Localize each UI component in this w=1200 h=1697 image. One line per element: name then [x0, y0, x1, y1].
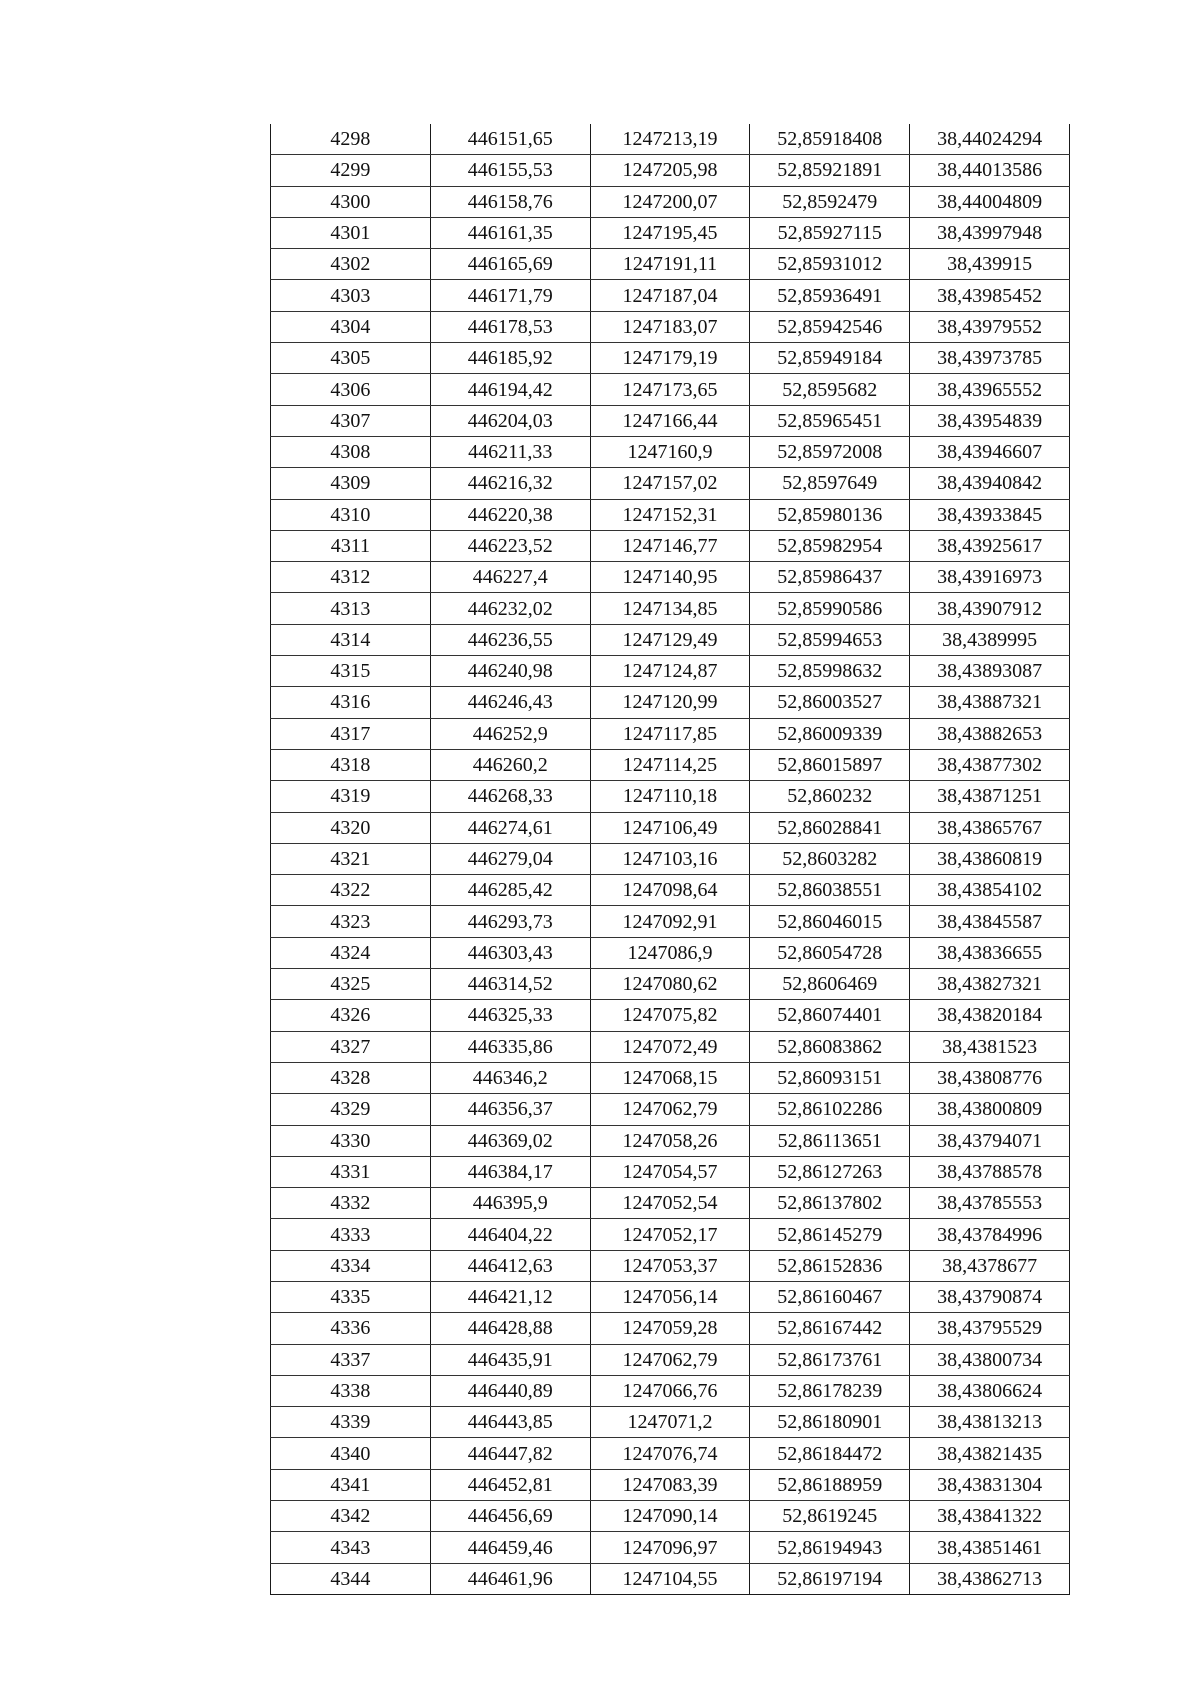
- latitude-cell: 52,85936491: [750, 280, 910, 311]
- x-coordinate-cell: 446447,82: [430, 1438, 590, 1469]
- x-coordinate-cell: 446443,85: [430, 1407, 590, 1438]
- latitude-cell: 52,8619245: [750, 1501, 910, 1532]
- x-coordinate-cell: 446246,43: [430, 687, 590, 718]
- latitude-cell: 52,8592479: [750, 186, 910, 217]
- longitude-cell: 38,43831304: [910, 1469, 1070, 1500]
- latitude-cell: 52,85982954: [750, 530, 910, 561]
- longitude-cell: 38,44013586: [910, 155, 1070, 186]
- point-number-cell: 4342: [271, 1501, 431, 1532]
- table-row: [271, 1469, 1070, 1500]
- longitude-cell: 38,43854102: [910, 875, 1070, 906]
- point-number-cell: 4337: [271, 1344, 431, 1375]
- longitude-cell: 38,43794071: [910, 1125, 1070, 1156]
- x-coordinate-cell: 446155,53: [430, 155, 590, 186]
- table-row: [271, 593, 1070, 624]
- x-coordinate-cell: 446165,69: [430, 249, 590, 280]
- y-coordinate-cell: 1247183,07: [590, 311, 750, 342]
- table-row: [271, 155, 1070, 186]
- point-number-cell: 4343: [271, 1532, 431, 1563]
- y-coordinate-cell: 1247052,54: [590, 1188, 750, 1219]
- point-number-cell: 4320: [271, 812, 431, 843]
- latitude-cell: 52,85998632: [750, 656, 910, 687]
- x-coordinate-cell: 446178,53: [430, 311, 590, 342]
- latitude-cell: 52,86160467: [750, 1281, 910, 1312]
- y-coordinate-cell: 1247179,19: [590, 343, 750, 374]
- table-row: [271, 969, 1070, 1000]
- point-number-cell: 4329: [271, 1094, 431, 1125]
- point-number-cell: 4322: [271, 875, 431, 906]
- latitude-cell: 52,86083862: [750, 1031, 910, 1062]
- point-number-cell: 4318: [271, 749, 431, 780]
- y-coordinate-cell: 1247129,49: [590, 624, 750, 655]
- point-number-cell: 4326: [271, 1000, 431, 1031]
- y-coordinate-cell: 1247080,62: [590, 969, 750, 1000]
- point-number-cell: 4312: [271, 562, 431, 593]
- point-number-cell: 4317: [271, 718, 431, 749]
- point-number-cell: 4298: [271, 124, 431, 155]
- latitude-cell: 52,86173761: [750, 1344, 910, 1375]
- longitude-cell: 38,43965552: [910, 374, 1070, 405]
- x-coordinate-cell: 446274,61: [430, 812, 590, 843]
- latitude-cell: 52,8606469: [750, 969, 910, 1000]
- point-number-cell: 4325: [271, 969, 431, 1000]
- longitude-cell: 38,43882653: [910, 718, 1070, 749]
- table-row: [271, 1501, 1070, 1532]
- x-coordinate-cell: 446260,2: [430, 749, 590, 780]
- y-coordinate-cell: 1247098,64: [590, 875, 750, 906]
- longitude-cell: 38,43973785: [910, 343, 1070, 374]
- coordinates-table-body: [271, 124, 1070, 1594]
- point-number-cell: 4315: [271, 656, 431, 687]
- x-coordinate-cell: 446325,33: [430, 1000, 590, 1031]
- longitude-cell: 38,43845587: [910, 906, 1070, 937]
- point-number-cell: 4307: [271, 405, 431, 436]
- x-coordinate-cell: 446171,79: [430, 280, 590, 311]
- latitude-cell: 52,8595682: [750, 374, 910, 405]
- latitude-cell: 52,85986437: [750, 562, 910, 593]
- point-number-cell: 4305: [271, 343, 431, 374]
- longitude-cell: 38,43790874: [910, 1281, 1070, 1312]
- longitude-cell: 38,43800809: [910, 1094, 1070, 1125]
- longitude-cell: 38,44024294: [910, 124, 1070, 155]
- longitude-cell: 38,43788578: [910, 1156, 1070, 1187]
- x-coordinate-cell: 446185,92: [430, 343, 590, 374]
- y-coordinate-cell: 1247062,79: [590, 1344, 750, 1375]
- point-number-cell: 4313: [271, 593, 431, 624]
- longitude-cell: 38,43946607: [910, 436, 1070, 467]
- table-row: [271, 343, 1070, 374]
- latitude-cell: 52,86194943: [750, 1532, 910, 1563]
- y-coordinate-cell: 1247076,74: [590, 1438, 750, 1469]
- longitude-cell: 38,43916973: [910, 562, 1070, 593]
- latitude-cell: 52,86003527: [750, 687, 910, 718]
- point-number-cell: 4324: [271, 937, 431, 968]
- longitude-cell: 38,43997948: [910, 217, 1070, 248]
- longitude-cell: 38,43800734: [910, 1344, 1070, 1375]
- table-row: [271, 405, 1070, 436]
- y-coordinate-cell: 1247090,14: [590, 1501, 750, 1532]
- latitude-cell: 52,8597649: [750, 468, 910, 499]
- point-number-cell: 4338: [271, 1375, 431, 1406]
- latitude-cell: 52,85931012: [750, 249, 910, 280]
- x-coordinate-cell: 446227,4: [430, 562, 590, 593]
- latitude-cell: 52,86145279: [750, 1219, 910, 1250]
- point-number-cell: 4301: [271, 217, 431, 248]
- latitude-cell: 52,86093151: [750, 1062, 910, 1093]
- table-row: [271, 436, 1070, 467]
- point-number-cell: 4330: [271, 1125, 431, 1156]
- point-number-cell: 4332: [271, 1188, 431, 1219]
- table-row: [271, 186, 1070, 217]
- table-row: [271, 311, 1070, 342]
- y-coordinate-cell: 1247110,18: [590, 781, 750, 812]
- longitude-cell: 38,43795529: [910, 1313, 1070, 1344]
- longitude-cell: 38,43871251: [910, 781, 1070, 812]
- table-row: [271, 624, 1070, 655]
- x-coordinate-cell: 446211,33: [430, 436, 590, 467]
- point-number-cell: 4340: [271, 1438, 431, 1469]
- point-number-cell: 4333: [271, 1219, 431, 1250]
- longitude-cell: 38,43907912: [910, 593, 1070, 624]
- point-number-cell: 4335: [271, 1281, 431, 1312]
- table-row: [271, 875, 1070, 906]
- point-number-cell: 4314: [271, 624, 431, 655]
- longitude-cell: 38,43865767: [910, 812, 1070, 843]
- point-number-cell: 4308: [271, 436, 431, 467]
- x-coordinate-cell: 446395,9: [430, 1188, 590, 1219]
- y-coordinate-cell: 1247187,04: [590, 280, 750, 311]
- latitude-cell: 52,86137802: [750, 1188, 910, 1219]
- table-row: [271, 1313, 1070, 1344]
- latitude-cell: 52,86028841: [750, 812, 910, 843]
- point-number-cell: 4341: [271, 1469, 431, 1500]
- point-number-cell: 4327: [271, 1031, 431, 1062]
- y-coordinate-cell: 1247104,55: [590, 1563, 750, 1594]
- x-coordinate-cell: 446435,91: [430, 1344, 590, 1375]
- point-number-cell: 4339: [271, 1407, 431, 1438]
- y-coordinate-cell: 1247058,26: [590, 1125, 750, 1156]
- table-row: [271, 217, 1070, 248]
- table-row: [271, 843, 1070, 874]
- y-coordinate-cell: 1247195,45: [590, 217, 750, 248]
- latitude-cell: 52,86015897: [750, 749, 910, 780]
- y-coordinate-cell: 1247191,11: [590, 249, 750, 280]
- longitude-cell: 38,43985452: [910, 280, 1070, 311]
- x-coordinate-cell: 446158,76: [430, 186, 590, 217]
- table-row: [271, 1125, 1070, 1156]
- latitude-cell: 52,86054728: [750, 937, 910, 968]
- latitude-cell: 52,85921891: [750, 155, 910, 186]
- point-number-cell: 4328: [271, 1062, 431, 1093]
- latitude-cell: 52,85965451: [750, 405, 910, 436]
- y-coordinate-cell: 1247166,44: [590, 405, 750, 436]
- y-coordinate-cell: 1247200,07: [590, 186, 750, 217]
- latitude-cell: 52,85980136: [750, 499, 910, 530]
- latitude-cell: 52,86127263: [750, 1156, 910, 1187]
- table-row: [271, 1031, 1070, 1062]
- latitude-cell: 52,860232: [750, 781, 910, 812]
- y-coordinate-cell: 1247075,82: [590, 1000, 750, 1031]
- y-coordinate-cell: 1247120,99: [590, 687, 750, 718]
- x-coordinate-cell: 446440,89: [430, 1375, 590, 1406]
- longitude-cell: 38,43979552: [910, 311, 1070, 342]
- x-coordinate-cell: 446452,81: [430, 1469, 590, 1500]
- table-row: [271, 937, 1070, 968]
- point-number-cell: 4331: [271, 1156, 431, 1187]
- y-coordinate-cell: 1247140,95: [590, 562, 750, 593]
- y-coordinate-cell: 1247059,28: [590, 1313, 750, 1344]
- y-coordinate-cell: 1247103,16: [590, 843, 750, 874]
- y-coordinate-cell: 1247092,91: [590, 906, 750, 937]
- longitude-cell: 38,43808776: [910, 1062, 1070, 1093]
- x-coordinate-cell: 446236,55: [430, 624, 590, 655]
- y-coordinate-cell: 1247152,31: [590, 499, 750, 530]
- y-coordinate-cell: 1247160,9: [590, 436, 750, 467]
- table-row: [271, 1156, 1070, 1187]
- longitude-cell: 38,43877302: [910, 749, 1070, 780]
- x-coordinate-cell: 446279,04: [430, 843, 590, 874]
- table-row: [271, 1062, 1070, 1093]
- table-row: [271, 562, 1070, 593]
- latitude-cell: 52,85918408: [750, 124, 910, 155]
- x-coordinate-cell: 446456,69: [430, 1501, 590, 1532]
- table-row: [271, 1563, 1070, 1594]
- point-number-cell: 4299: [271, 155, 431, 186]
- table-row: [271, 812, 1070, 843]
- point-number-cell: 4336: [271, 1313, 431, 1344]
- longitude-cell: 38,43940842: [910, 468, 1070, 499]
- x-coordinate-cell: 446268,33: [430, 781, 590, 812]
- y-coordinate-cell: 1247053,37: [590, 1250, 750, 1281]
- longitude-cell: 38,43813213: [910, 1407, 1070, 1438]
- table-row: [271, 1281, 1070, 1312]
- y-coordinate-cell: 1247068,15: [590, 1062, 750, 1093]
- x-coordinate-cell: 446285,42: [430, 875, 590, 906]
- latitude-cell: 52,86167442: [750, 1313, 910, 1344]
- longitude-cell: 38,43827321: [910, 969, 1070, 1000]
- x-coordinate-cell: 446346,2: [430, 1062, 590, 1093]
- x-coordinate-cell: 446428,88: [430, 1313, 590, 1344]
- longitude-cell: 38,43933845: [910, 499, 1070, 530]
- y-coordinate-cell: 1247117,85: [590, 718, 750, 749]
- longitude-cell: 38,44004809: [910, 186, 1070, 217]
- y-coordinate-cell: 1247062,79: [590, 1094, 750, 1125]
- latitude-cell: 52,86009339: [750, 718, 910, 749]
- latitude-cell: 52,86102286: [750, 1094, 910, 1125]
- y-coordinate-cell: 1247096,97: [590, 1532, 750, 1563]
- point-number-cell: 4321: [271, 843, 431, 874]
- table-row: [271, 530, 1070, 561]
- point-number-cell: 4309: [271, 468, 431, 499]
- latitude-cell: 52,86197194: [750, 1563, 910, 1594]
- x-coordinate-cell: 446459,46: [430, 1532, 590, 1563]
- latitude-cell: 52,86178239: [750, 1375, 910, 1406]
- latitude-cell: 52,85972008: [750, 436, 910, 467]
- x-coordinate-cell: 446303,43: [430, 937, 590, 968]
- y-coordinate-cell: 1247071,2: [590, 1407, 750, 1438]
- longitude-cell: 38,4389995: [910, 624, 1070, 655]
- x-coordinate-cell: 446314,52: [430, 969, 590, 1000]
- x-coordinate-cell: 446335,86: [430, 1031, 590, 1062]
- coordinates-table: [270, 124, 1070, 1595]
- latitude-cell: 52,85990586: [750, 593, 910, 624]
- point-number-cell: 4302: [271, 249, 431, 280]
- longitude-cell: 38,43821435: [910, 1438, 1070, 1469]
- table-row: [271, 1344, 1070, 1375]
- longitude-cell: 38,43785553: [910, 1188, 1070, 1219]
- table-row: [271, 499, 1070, 530]
- table-row: [271, 1250, 1070, 1281]
- y-coordinate-cell: 1247146,77: [590, 530, 750, 561]
- x-coordinate-cell: 446216,32: [430, 468, 590, 499]
- x-coordinate-cell: 446240,98: [430, 656, 590, 687]
- latitude-cell: 52,85949184: [750, 343, 910, 374]
- table-row: [271, 749, 1070, 780]
- y-coordinate-cell: 1247106,49: [590, 812, 750, 843]
- longitude-cell: 38,43836655: [910, 937, 1070, 968]
- table-row: [271, 1438, 1070, 1469]
- longitude-cell: 38,43862713: [910, 1563, 1070, 1594]
- table-row: [271, 687, 1070, 718]
- x-coordinate-cell: 446369,02: [430, 1125, 590, 1156]
- table-row: [271, 1000, 1070, 1031]
- point-number-cell: 4316: [271, 687, 431, 718]
- y-coordinate-cell: 1247114,25: [590, 749, 750, 780]
- longitude-cell: 38,439915: [910, 249, 1070, 280]
- point-number-cell: 4300: [271, 186, 431, 217]
- latitude-cell: 52,85927115: [750, 217, 910, 248]
- point-number-cell: 4306: [271, 374, 431, 405]
- y-coordinate-cell: 1247056,14: [590, 1281, 750, 1312]
- y-coordinate-cell: 1247083,39: [590, 1469, 750, 1500]
- longitude-cell: 38,43893087: [910, 656, 1070, 687]
- latitude-cell: 52,86180901: [750, 1407, 910, 1438]
- table-row: [271, 124, 1070, 155]
- longitude-cell: 38,43954839: [910, 405, 1070, 436]
- longitude-cell: 38,43887321: [910, 687, 1070, 718]
- longitude-cell: 38,43784996: [910, 1219, 1070, 1250]
- table-row: [271, 1407, 1070, 1438]
- x-coordinate-cell: 446223,52: [430, 530, 590, 561]
- latitude-cell: 52,8603282: [750, 843, 910, 874]
- longitude-cell: 38,43925617: [910, 530, 1070, 561]
- x-coordinate-cell: 446252,9: [430, 718, 590, 749]
- x-coordinate-cell: 446421,12: [430, 1281, 590, 1312]
- x-coordinate-cell: 446384,17: [430, 1156, 590, 1187]
- y-coordinate-cell: 1247205,98: [590, 155, 750, 186]
- x-coordinate-cell: 446232,02: [430, 593, 590, 624]
- y-coordinate-cell: 1247213,19: [590, 124, 750, 155]
- y-coordinate-cell: 1247054,57: [590, 1156, 750, 1187]
- point-number-cell: 4334: [271, 1250, 431, 1281]
- point-number-cell: 4311: [271, 530, 431, 561]
- table-row: [271, 781, 1070, 812]
- latitude-cell: 52,86113651: [750, 1125, 910, 1156]
- y-coordinate-cell: 1247157,02: [590, 468, 750, 499]
- latitude-cell: 52,86074401: [750, 1000, 910, 1031]
- y-coordinate-cell: 1247173,65: [590, 374, 750, 405]
- table-row: [271, 1375, 1070, 1406]
- x-coordinate-cell: 446204,03: [430, 405, 590, 436]
- y-coordinate-cell: 1247124,87: [590, 656, 750, 687]
- latitude-cell: 52,86038551: [750, 875, 910, 906]
- table-row: [271, 1219, 1070, 1250]
- longitude-cell: 38,43851461: [910, 1532, 1070, 1563]
- longitude-cell: 38,43841322: [910, 1501, 1070, 1532]
- x-coordinate-cell: 446220,38: [430, 499, 590, 530]
- x-coordinate-cell: 446404,22: [430, 1219, 590, 1250]
- point-number-cell: 4323: [271, 906, 431, 937]
- point-number-cell: 4310: [271, 499, 431, 530]
- point-number-cell: 4344: [271, 1563, 431, 1594]
- x-coordinate-cell: 446161,35: [430, 217, 590, 248]
- longitude-cell: 38,4378677: [910, 1250, 1070, 1281]
- latitude-cell: 52,85942546: [750, 311, 910, 342]
- x-coordinate-cell: 446356,37: [430, 1094, 590, 1125]
- table-row: [271, 468, 1070, 499]
- longitude-cell: 38,43806624: [910, 1375, 1070, 1406]
- x-coordinate-cell: 446194,42: [430, 374, 590, 405]
- y-coordinate-cell: 1247134,85: [590, 593, 750, 624]
- table-row: [271, 280, 1070, 311]
- latitude-cell: 52,86184472: [750, 1438, 910, 1469]
- table-row: [271, 374, 1070, 405]
- x-coordinate-cell: 446461,96: [430, 1563, 590, 1594]
- latitude-cell: 52,86152836: [750, 1250, 910, 1281]
- y-coordinate-cell: 1247052,17: [590, 1219, 750, 1250]
- x-coordinate-cell: 446151,65: [430, 124, 590, 155]
- table-row: [271, 1094, 1070, 1125]
- longitude-cell: 38,43820184: [910, 1000, 1070, 1031]
- y-coordinate-cell: 1247086,9: [590, 937, 750, 968]
- longitude-cell: 38,4381523: [910, 1031, 1070, 1062]
- y-coordinate-cell: 1247072,49: [590, 1031, 750, 1062]
- point-number-cell: 4304: [271, 311, 431, 342]
- table-row: [271, 1188, 1070, 1219]
- table-row: [271, 906, 1070, 937]
- y-coordinate-cell: 1247066,76: [590, 1375, 750, 1406]
- table-row: [271, 249, 1070, 280]
- latitude-cell: 52,85994653: [750, 624, 910, 655]
- latitude-cell: 52,86188959: [750, 1469, 910, 1500]
- table-row: [271, 656, 1070, 687]
- table-row: [271, 718, 1070, 749]
- x-coordinate-cell: 446412,63: [430, 1250, 590, 1281]
- table-row: [271, 1532, 1070, 1563]
- x-coordinate-cell: 446293,73: [430, 906, 590, 937]
- point-number-cell: 4303: [271, 280, 431, 311]
- longitude-cell: 38,43860819: [910, 843, 1070, 874]
- latitude-cell: 52,86046015: [750, 906, 910, 937]
- point-number-cell: 4319: [271, 781, 431, 812]
